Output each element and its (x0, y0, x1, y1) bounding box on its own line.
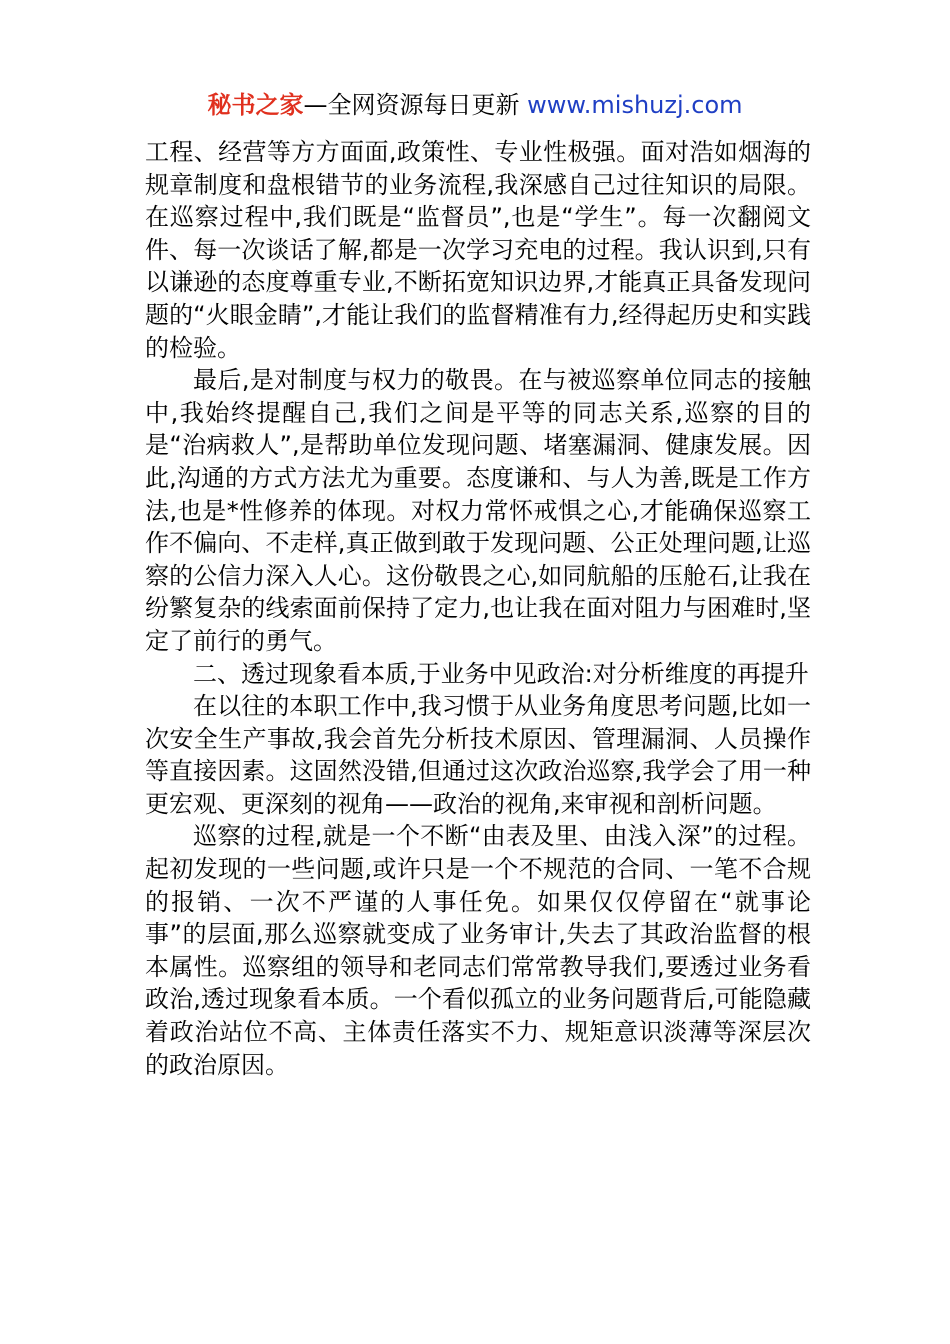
section-heading: 二、透过现象看本质,于业务中见政治:对分析维度的再提升 (193, 659, 809, 688)
paragraph: 在以往的本职工作中,我习惯于从业务角度思考问题,比如一次安全生产事故,我会首先分析技术原因、管理漏洞、人员操作等直接因素。这固然没错,但通过这次政治巡察,我学会了用一种更宏观、更深刻的视角——政治的视角,来审视和剖析问题。 (145, 692, 811, 818)
paragraph: 最后,是对制度与权力的敬畏。在与被巡察单位同志的接触中,我始终提醒自己,我们之间是平等的同志关系,巡察的目的是“治病救人”,是帮助单位发现问题、堵塞漏洞、健康发展。因此,沟通的方式方法尤为重要。态度谦和、与人为善,既是工作方法,也是*性修养的体现。对权力常怀戒惧之心,才能确保巡察工作不偏向、不走样,真正做到敢于发现问题、公正处理问题,让巡察的公信力深入人心。这份敬畏之心,如同航船的压舱石,让我在纷繁复杂的线索面前保持了定力,也让我在面对阻力与困难时,坚定了前行的勇气。 (145, 366, 811, 655)
header-tagline: —全网资源每日更新 (303, 91, 520, 119)
brand-name: 秘书之家 (207, 91, 304, 119)
paragraph-continued: 工程、经营等方方面面,政策性、专业性极强。面对浩如烟海的规章制度和盘根错节的业务流程,我深感自己过往知识的局限。在巡察过程中,我们既是“监督员”,也是“学生”。每一次翻阅文件、每一次谈话了解,都是一次学习充电的过程。我认识到,只有以谦逊的态度尊重专业,不断拓宽知识边界,才能真正具备发现问题的“火眼金睛”,才能让我们的监督精准有力,经得起历史和实践的检验。 (145, 138, 811, 362)
page-header (0, 88, 950, 122)
site-url-link[interactable]: www.mishuzj.com (527, 91, 743, 119)
paragraph: 巡察的过程,就是一个不断“由表及里、由浅入深”的过程。起初发现的一些问题,或许只是一个不规范的合同、一笔不合规的报销、一次不严谨的人事任免。如果仅仅停留在“就事论事”的层面,那么巡察就变成了业务审计,失去了其政治监督的根本属性。巡察组的领导和老同志们常常教导我们,要透过业务看政治,透过现象看本质。一个看似孤立的业务问题背后,可能隐藏着政治站位不高、主体责任落实不力、规矩意识淡薄等深层次的政治原因。 (145, 822, 811, 1079)
document-body (145, 136, 811, 1081)
